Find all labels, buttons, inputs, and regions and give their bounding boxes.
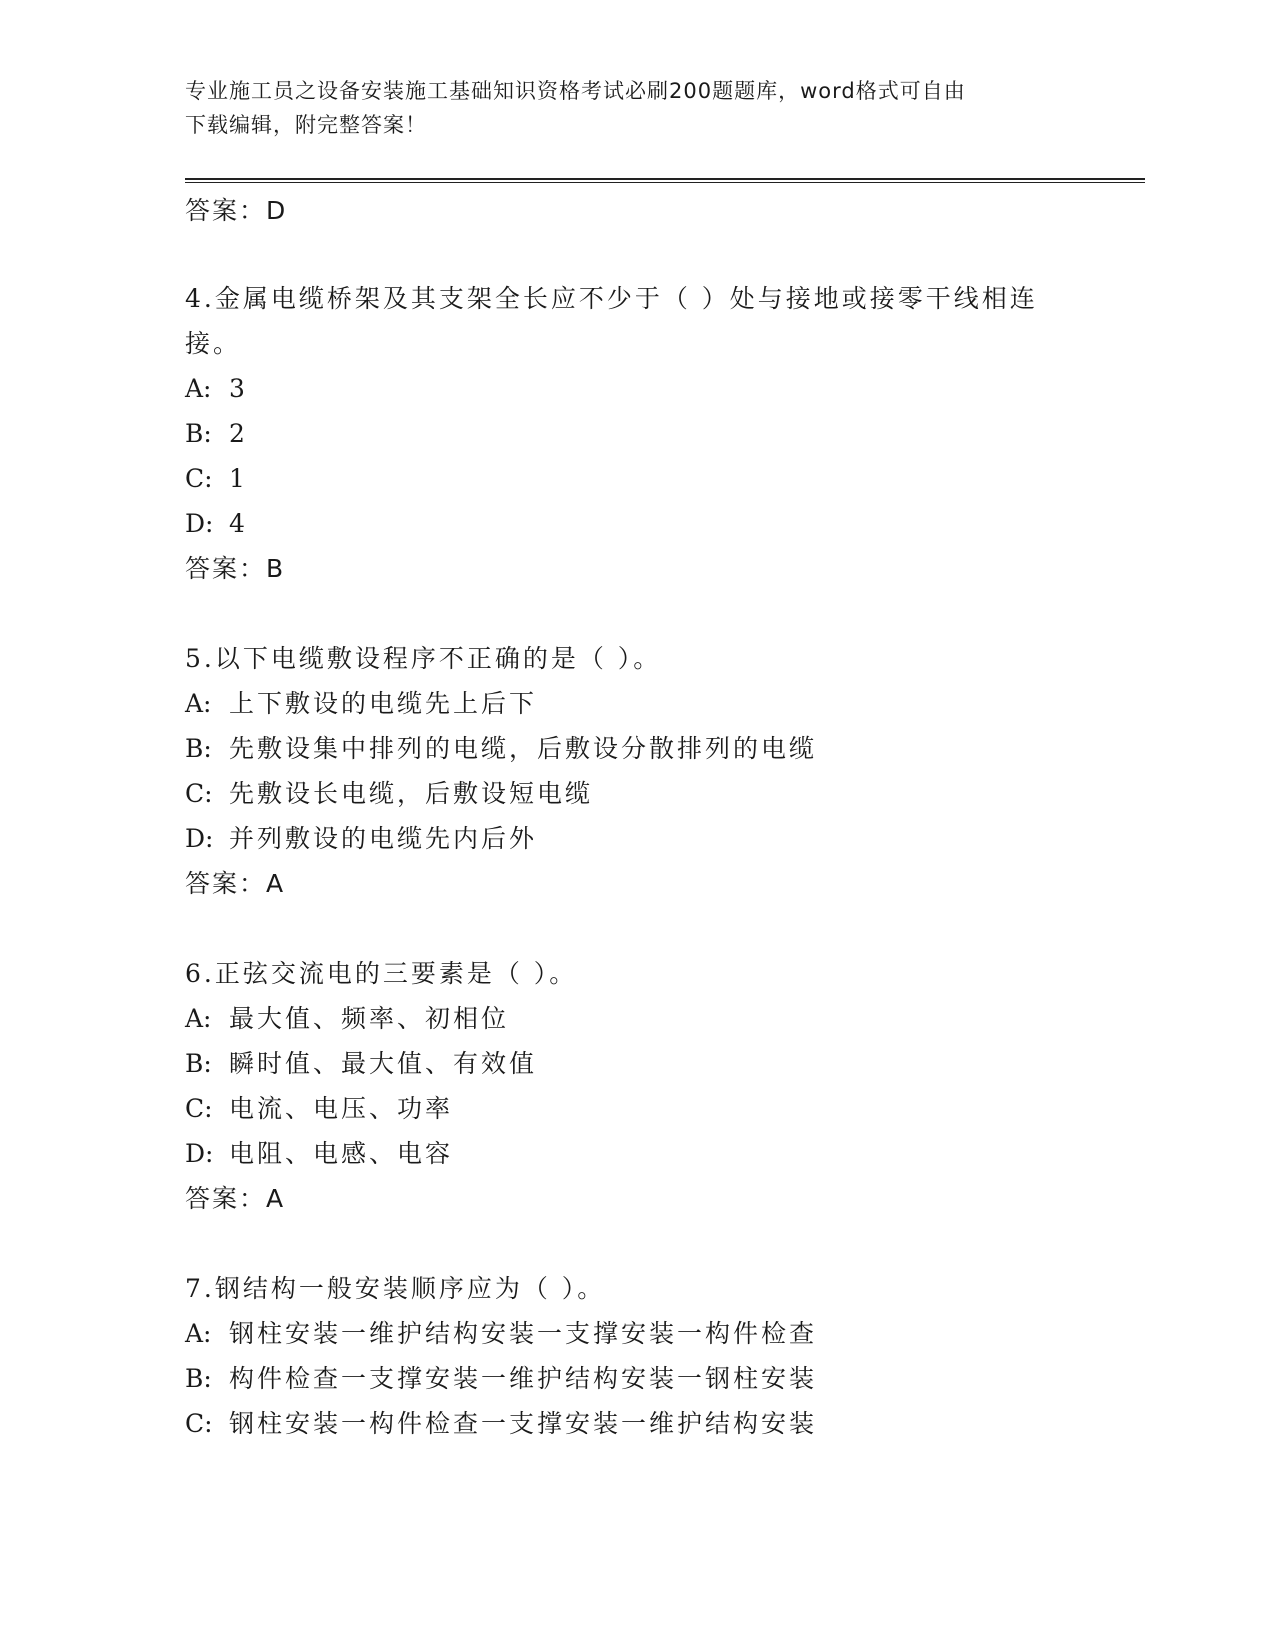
answer-line bbox=[185, 546, 1085, 591]
question-block bbox=[185, 276, 1085, 591]
option-label: B: bbox=[185, 419, 212, 448]
answer-line bbox=[185, 188, 1085, 233]
answer-line bbox=[185, 861, 1085, 906]
option-b bbox=[185, 726, 1085, 771]
header-line-1: 专业施工员之设备安装施工基础知识资格考试必刷200题题库，word格式可自由 bbox=[185, 79, 966, 103]
option-label: B: bbox=[185, 1049, 212, 1078]
question-text-continued: 接。 bbox=[185, 329, 242, 358]
option-label: A: bbox=[185, 1004, 212, 1033]
option-d bbox=[185, 1131, 1085, 1176]
option-b bbox=[185, 411, 1085, 456]
question-text: 5.以下电缆敷设程序不正确的是（ ）。 bbox=[185, 644, 662, 673]
header-divider bbox=[185, 178, 1145, 183]
option-text: 电阻、电感、电容 bbox=[229, 1139, 454, 1168]
question-text: 7.钢结构一般安装顺序应为（ ）。 bbox=[185, 1274, 606, 1303]
option-text: 最大值、频率、初相位 bbox=[229, 1004, 510, 1033]
document-body bbox=[185, 188, 1085, 1446]
option-label: D: bbox=[185, 509, 214, 538]
option-c bbox=[185, 456, 1085, 501]
option-d bbox=[185, 816, 1085, 861]
option-label: C: bbox=[185, 1409, 213, 1438]
option-c bbox=[185, 1401, 1085, 1446]
option-label: A: bbox=[185, 374, 212, 403]
header-line-2: 下载编辑，附完整答案！ bbox=[185, 113, 427, 137]
option-label: B: bbox=[185, 734, 212, 763]
question-block bbox=[185, 1266, 1085, 1446]
option-c bbox=[185, 771, 1085, 816]
spacer bbox=[185, 233, 1085, 276]
option-b bbox=[185, 1041, 1085, 1086]
option-a bbox=[185, 366, 1085, 411]
option-text: 2 bbox=[229, 419, 248, 448]
answer-prefix: 答案： bbox=[185, 1184, 267, 1213]
option-text: 上下敷设的电缆先上后下 bbox=[229, 689, 538, 718]
option-label: D: bbox=[185, 824, 214, 853]
option-a bbox=[185, 1311, 1085, 1356]
option-b bbox=[185, 1356, 1085, 1401]
spacer bbox=[185, 591, 1085, 636]
option-label: C: bbox=[185, 1094, 213, 1123]
option-c bbox=[185, 1086, 1085, 1131]
option-text: 1 bbox=[229, 464, 248, 493]
answer-prefix: 答案： bbox=[185, 869, 267, 898]
option-a bbox=[185, 681, 1085, 726]
answer-value: D bbox=[266, 196, 288, 225]
answer-value: B bbox=[266, 554, 286, 583]
option-label: C: bbox=[185, 464, 213, 493]
question-block bbox=[185, 951, 1085, 1221]
option-text: 电流、电压、功率 bbox=[229, 1094, 454, 1123]
question-block bbox=[185, 636, 1085, 906]
answer-value: A bbox=[266, 1184, 286, 1213]
option-label: C: bbox=[185, 779, 213, 808]
question-text: 4.金属电缆桥架及其支架全长应不少于（ ）处与接地或接零干线相连 bbox=[185, 284, 1038, 313]
option-a bbox=[185, 996, 1085, 1041]
option-text: 先敷设集中排列的电缆，后敷设分散排列的电缆 bbox=[229, 734, 818, 763]
option-label: B: bbox=[185, 1364, 212, 1393]
option-text: 4 bbox=[229, 509, 248, 538]
option-text: 瞬时值、最大值、有效值 bbox=[229, 1049, 538, 1078]
option-text: 钢柱安装一维护结构安装一支撑安装一构件检查 bbox=[229, 1319, 818, 1348]
answer-prefix: 答案： bbox=[185, 196, 267, 225]
option-text: 3 bbox=[229, 374, 248, 403]
answer-value: A bbox=[266, 869, 286, 898]
option-label: D: bbox=[185, 1139, 214, 1168]
question-text: 6.正弦交流电的三要素是（ ）。 bbox=[185, 959, 578, 988]
option-text: 构件检查一支撑安装一维护结构安装一钢柱安装 bbox=[229, 1364, 818, 1393]
spacer bbox=[185, 906, 1085, 951]
answer-prefix: 答案： bbox=[185, 554, 267, 583]
option-text: 并列敷设的电缆先内后外 bbox=[229, 824, 538, 853]
option-label: A: bbox=[185, 689, 212, 718]
option-label: A: bbox=[185, 1319, 212, 1348]
answer-line bbox=[185, 1176, 1085, 1221]
page-header bbox=[185, 74, 1085, 142]
option-text: 钢柱安装一构件检查一支撑安装一维护结构安装 bbox=[229, 1409, 818, 1438]
option-d bbox=[185, 501, 1085, 546]
option-text: 先敷设长电缆，后敷设短电缆 bbox=[229, 779, 594, 808]
spacer bbox=[185, 1221, 1085, 1266]
